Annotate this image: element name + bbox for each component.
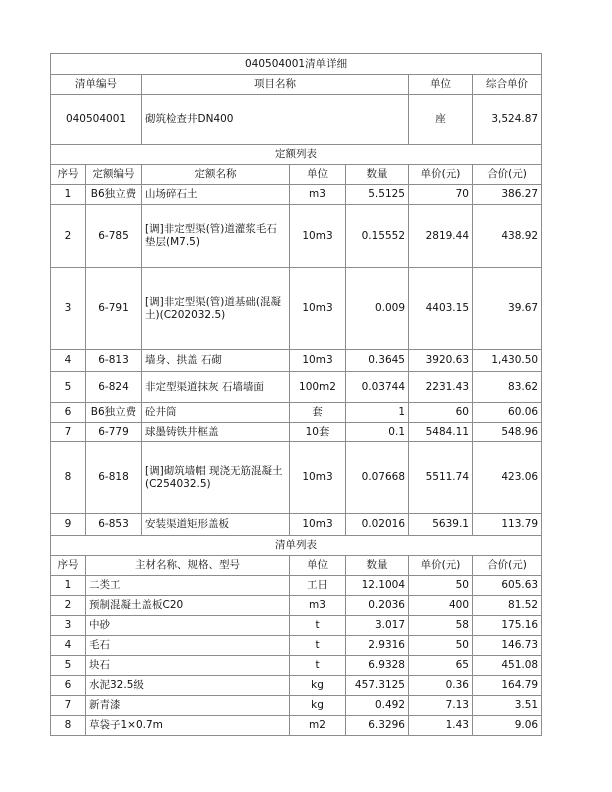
material-total: 175.16 [473,616,542,636]
quota-code: 6-818 [86,442,142,514]
material-no: 3 [51,616,86,636]
quota-header-price: 单价(元) [409,165,473,185]
quota-code: 6-785 [86,205,142,268]
quota-name: 墙身、拱盖 石砌 [142,350,290,372]
quota-total: 386.27 [473,185,542,205]
material-price: 0.36 [409,676,473,696]
material-price: 58 [409,616,473,636]
material-price: 50 [409,636,473,656]
quota-no: 4 [51,350,86,372]
material-qty: 0.492 [346,696,409,716]
title-row [51,54,542,75]
quota-unit: 10m3 [290,442,346,514]
quota-qty: 5.5125 [346,185,409,205]
quota-unit: 10m3 [290,268,346,350]
bill-header-unit: 单位 [409,75,473,95]
bill-header-name: 项目名称 [142,75,409,95]
material-qty: 3.017 [346,616,409,636]
material-row [51,616,542,636]
quota-no: 6 [51,403,86,423]
material-qty: 2.9316 [346,636,409,656]
quota-price: 60 [409,403,473,423]
quota-no: 5 [51,372,86,403]
material-price: 50 [409,576,473,596]
material-row [51,596,542,616]
material-row [51,716,542,736]
material-unit: t [290,656,346,676]
quota-name: 非定型渠道抹灰 石墙墙面 [142,372,290,403]
quota-qty: 0.03744 [346,372,409,403]
quota-price: 70 [409,185,473,205]
bill-price: 3,524.87 [473,95,542,145]
quota-name: [调]非定型渠(管)道灌浆毛石垫层(M7.5) [142,205,290,268]
quota-no: 3 [51,268,86,350]
quota-price: 2231.43 [409,372,473,403]
quota-row [51,514,542,536]
bill-unit: 座 [409,95,473,145]
quota-total: 113.79 [473,514,542,536]
quota-name: [调]砌筑墙帽 现浇无筋混凝土(C254032.5) [142,442,290,514]
material-no: 8 [51,716,86,736]
material-price: 400 [409,596,473,616]
material-total: 9.06 [473,716,542,736]
quota-name: 球墨铸铁井框盖 [142,423,290,442]
page-title: 040504001清单详细 [51,54,542,75]
material-qty: 0.2036 [346,596,409,616]
material-total: 164.79 [473,676,542,696]
bill-code: 040504001 [51,95,142,145]
bill-header-row [51,75,542,95]
quota-no: 1 [51,185,86,205]
quota-total: 60.06 [473,403,542,423]
quota-qty: 0.02016 [346,514,409,536]
quota-no: 9 [51,514,86,536]
quota-qty: 0.1 [346,423,409,442]
quota-header-no: 序号 [51,165,86,185]
quota-qty: 0.07668 [346,442,409,514]
material-unit: kg [290,676,346,696]
bill-header-code: 清单编号 [51,75,142,95]
quota-total: 83.62 [473,372,542,403]
material-no: 5 [51,656,86,676]
quota-header-code: 定额编号 [86,165,142,185]
quota-no: 7 [51,423,86,442]
material-name: 毛石 [86,636,290,656]
material-unit: kg [290,696,346,716]
quota-code: B6独立费 [86,185,142,205]
quota-row [51,185,542,205]
material-price: 7.13 [409,696,473,716]
material-qty: 6.9328 [346,656,409,676]
material-unit: m3 [290,596,346,616]
material-total: 605.63 [473,576,542,596]
material-no: 6 [51,676,86,696]
material-no: 4 [51,636,86,656]
quota-header-qty: 数量 [346,165,409,185]
quota-qty: 1 [346,403,409,423]
quota-row [51,268,542,350]
material-header-name: 主材名称、规格、型号 [86,556,290,576]
quota-code: 6-779 [86,423,142,442]
quota-unit: 套 [290,403,346,423]
material-unit: 工日 [290,576,346,596]
material-price: 1.43 [409,716,473,736]
material-row [51,696,542,716]
material-section-row [51,536,542,556]
quota-total: 39.67 [473,268,542,350]
quota-section-title: 定额列表 [51,145,542,165]
bill-row [51,95,542,145]
quota-header-total: 合价(元) [473,165,542,185]
material-name: 二类工 [86,576,290,596]
bill-detail-table [50,53,542,736]
material-header-total: 合价(元) [473,556,542,576]
material-no: 7 [51,696,86,716]
material-total: 81.52 [473,596,542,616]
material-header-no: 序号 [51,556,86,576]
bill-name: 砌筑检查井DN400 [142,95,409,145]
material-row [51,676,542,696]
material-section-title: 清单列表 [51,536,542,556]
material-unit: t [290,636,346,656]
quota-header-unit: 单位 [290,165,346,185]
material-qty: 457.3125 [346,676,409,696]
quota-header-row [51,165,542,185]
quota-unit: 10套 [290,423,346,442]
quota-unit: m3 [290,185,346,205]
quota-price: 5484.11 [409,423,473,442]
quota-row [51,372,542,403]
quota-name: 砼井筒 [142,403,290,423]
material-row [51,636,542,656]
quota-row [51,205,542,268]
material-name: 草袋子1×0.7m [86,716,290,736]
quota-row [51,442,542,514]
material-name: 块石 [86,656,290,676]
material-name: 中砂 [86,616,290,636]
material-no: 2 [51,596,86,616]
material-qty: 6.3296 [346,716,409,736]
quota-row [51,403,542,423]
quota-unit: 10m3 [290,350,346,372]
quota-price: 5511.74 [409,442,473,514]
quota-unit: 10m3 [290,205,346,268]
material-total: 3.51 [473,696,542,716]
quota-section-row [51,145,542,165]
quota-no: 2 [51,205,86,268]
bill-header-price: 综合单价 [473,75,542,95]
material-unit: m2 [290,716,346,736]
quota-code: 6-791 [86,268,142,350]
material-header-row [51,556,542,576]
material-name: 预制混凝土盖板C20 [86,596,290,616]
quota-total: 548.96 [473,423,542,442]
quota-name: 山场碎石土 [142,185,290,205]
material-price: 65 [409,656,473,676]
quota-price: 4403.15 [409,268,473,350]
quota-code: 6-813 [86,350,142,372]
material-header-unit: 单位 [290,556,346,576]
quota-name: 安装渠道矩形盖板 [142,514,290,536]
quota-unit: 100m2 [290,372,346,403]
quota-unit: 10m3 [290,514,346,536]
quota-price: 2819.44 [409,205,473,268]
quota-qty: 0.15552 [346,205,409,268]
material-no: 1 [51,576,86,596]
quota-price: 3920.63 [409,350,473,372]
material-total: 146.73 [473,636,542,656]
quota-qty: 0.3645 [346,350,409,372]
quota-header-name: 定额名称 [142,165,290,185]
quota-total: 438.92 [473,205,542,268]
quota-price: 5639.1 [409,514,473,536]
material-row [51,656,542,676]
material-header-price: 单价(元) [409,556,473,576]
quota-qty: 0.009 [346,268,409,350]
material-unit: t [290,616,346,636]
quota-name: [调]非定型渠(管)道基础(混凝土)(C202032.5) [142,268,290,350]
quota-total: 423.06 [473,442,542,514]
material-row [51,576,542,596]
material-header-qty: 数量 [346,556,409,576]
quota-code: 6-853 [86,514,142,536]
material-total: 451.08 [473,656,542,676]
material-qty: 12.1004 [346,576,409,596]
quota-row [51,423,542,442]
material-name: 水泥32.5级 [86,676,290,696]
quota-total: 1,430.50 [473,350,542,372]
material-name: 新青漆 [86,696,290,716]
quota-code: B6独立费 [86,403,142,423]
quota-code: 6-824 [86,372,142,403]
quota-row [51,350,542,372]
quota-no: 8 [51,442,86,514]
